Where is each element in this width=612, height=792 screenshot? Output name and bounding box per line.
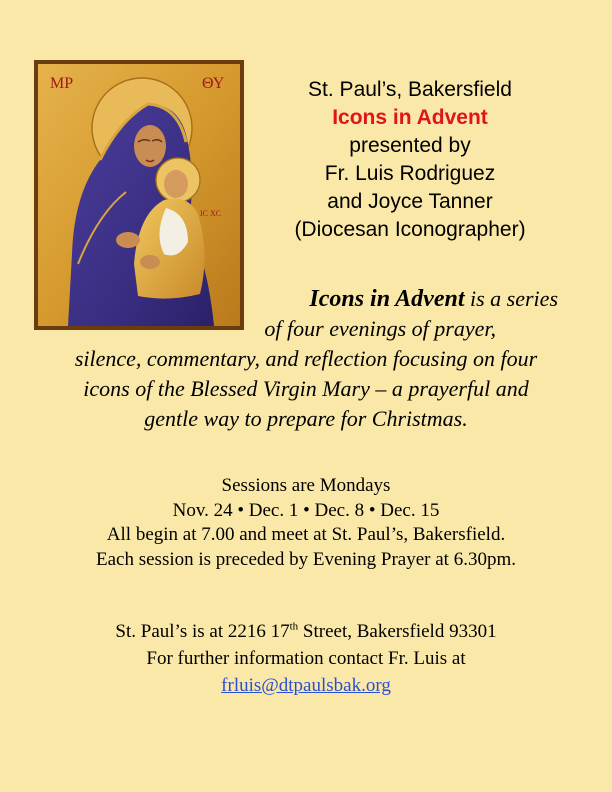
event-title: Icons in Advent	[332, 106, 488, 129]
session-time-location: All begin at 7.00 and meet at St. Paul’s, Bakersfield.	[106, 524, 506, 545]
flyer-header	[258, 76, 562, 244]
address-ordinal: th	[289, 620, 299, 633]
monogram-child: IC XC	[200, 209, 222, 218]
description-title: Icons in Advent	[309, 286, 465, 312]
event-description	[18, 284, 594, 434]
description-line-5: gentle way to prepare for Christmas.	[144, 406, 468, 431]
description-line-3: silence, commentary, and reflection focusing on four	[74, 346, 538, 371]
session-dates: Nov. 24 • Dec. 1 • Dec. 8 • Dec. 15	[172, 499, 440, 521]
description-line-1	[18, 284, 594, 314]
presented-by: presented by	[349, 134, 471, 157]
monogram-right: ΘΥ	[202, 75, 225, 92]
contact-prompt: For further information contact Fr. Luis at	[146, 648, 466, 669]
address-start: St. Paul’s is at 2216 17	[115, 621, 290, 642]
evening-prayer-note: Each session is preceded by Evening Prayer at 6.30pm.	[96, 548, 516, 570]
parish-name: St. Paul’s, Bakersfield	[308, 78, 512, 101]
description-line-2: of four evenings of prayer,	[264, 316, 496, 341]
description-line-4: icons of the Blessed Virgin Mary – a prayerful and	[83, 376, 529, 401]
session-info	[0, 474, 612, 572]
monogram-left: MP	[50, 75, 74, 92]
description-line-1-rest: is a series	[464, 286, 558, 311]
email-link[interactable]: frluis@dtpaulsbak.org	[221, 675, 391, 696]
church-address	[0, 618, 612, 645]
presenter-one: Fr. Luis Rodriguez	[324, 162, 496, 185]
address-end: Street, Bakersfield 93301	[298, 621, 497, 642]
contact-info	[0, 618, 612, 699]
presenter-role: (Diocesan Iconographer)	[294, 218, 526, 241]
presenter-two: and Joyce Tanner	[327, 190, 493, 213]
sessions-heading: Sessions are Mondays	[221, 475, 391, 496]
